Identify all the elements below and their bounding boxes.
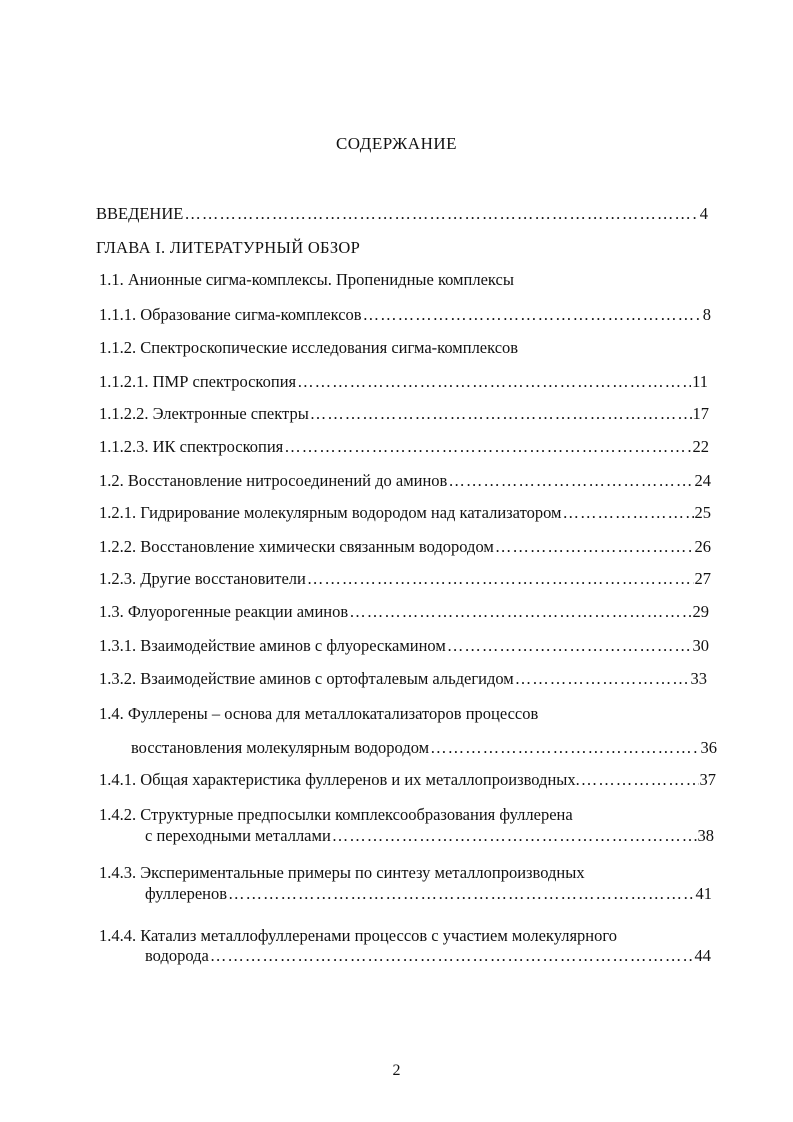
toc-entry-continuation: восстановления молекулярным водородом …………………………………………………………………………………………………………………………………………………………………………………………… 36 <box>131 738 717 758</box>
toc-entry: 1.2. Восстановление нитросоединений до аминов …………………………………………………………………………………………………………………………………………………………………………………………… 24 <box>99 471 711 491</box>
toc-entry: 1.1.2.3. ИК спектроскопия …………………………………………………………………………………………………………………………………………………………………………………………… 22 <box>99 437 709 457</box>
dot-leader <box>228 884 694 904</box>
page-title: СОДЕРЖАНИЕ <box>335 134 458 153</box>
dot-leader <box>515 669 690 689</box>
toc-entry: 1.3.1. Взаимодействие аминов с флуорескамином …………………………………………………………………………………………………………………………………………………………………………………………… 30 <box>99 636 709 656</box>
toc-entry-introduction: ВВЕДЕНИЕ …………………………………………………………………………………………………………………………………………………………………………………………… 4 <box>96 204 708 224</box>
toc-entry-continuation: фуллеренов …………………………………………………………………………………………………………………………………………………………………………………………… 41 <box>145 884 712 904</box>
dot-leader <box>310 404 692 424</box>
toc-entry: 1.1.2.1. ПМР спектроскопия …………………………………………………………………………………………………………………………………………………………………………………………… 11 <box>99 372 708 392</box>
toc-entry: 1.1.2.2. Электронные спектры …………………………………………………………………………………………………………………………………………………………………………………………… 17 <box>99 404 709 424</box>
dot-leader <box>363 305 702 325</box>
toc-entry: 1.1.1. Образование сигма-комплексов …………………………………………………………………………………………………………………………………………………………………………………………… 8 <box>99 305 711 325</box>
dot-leader <box>184 204 698 224</box>
toc-section-heading: 1.4.3. Экспериментальные примеры по синтезу металлопроизводных <box>99 863 585 882</box>
toc-entry: 1.2.3. Другие восстановители …………………………………………………………………………………………………………………………………………………………………………………………… 27 <box>99 569 711 589</box>
dot-leader <box>210 946 694 966</box>
toc-entry: 1.4.1. Общая характеристика фуллеренов и их металлопроизводных. …………………………………………………………………………………………………………………………………………………………………………………………… 37 <box>99 770 716 790</box>
toc-section-heading: 1.4.2. Структурные предпосылки комплексообразования фуллерена <box>99 805 573 824</box>
toc-entry: 1.2.1. Гидрирование молекулярным водородом над катализатором …………………………………………………………………………………………………………………………………………………………………………………………… 25 <box>99 503 711 523</box>
toc-entry: 1.3. Флуорогенные реакции аминов …………………………………………………………………………………………………………………………………………………………………………………………… 29 <box>99 602 709 622</box>
dot-leader <box>562 503 693 523</box>
toc-entry-continuation: водорода …………………………………………………………………………………………………………………………………………………………………………………………… 44 <box>145 946 711 966</box>
toc-chapter-heading: ГЛАВА I. ЛИТЕРАТУРНЫЙ ОБЗОР <box>96 238 361 257</box>
toc-entry: 1.3.2. Взаимодействие аминов с ортофталевым альдегидом …………………………………………………………………………………………………………………………………………………………………………………………… 33 <box>99 669 707 689</box>
dot-leader <box>284 437 691 457</box>
dot-leader <box>495 537 694 557</box>
toc-entry-continuation: с переходными металлами …………………………………………………………………………………………………………………………………………………………………………………………… 38 <box>145 826 714 846</box>
toc-section-heading: 1.4.4. Катализ металлофуллеренами процессов с участием молекулярного <box>99 926 617 945</box>
dot-leader <box>448 471 693 491</box>
dot-leader <box>297 372 691 392</box>
toc-section-heading: 1.1. Анионные сигма-комплексы. Пропенидные комплексы <box>99 270 514 289</box>
toc-section-heading: 1.1.2. Спектроскопические исследования сигма-комплексов <box>99 338 519 357</box>
page-number: 2 <box>392 1062 401 1079</box>
dot-leader <box>332 826 697 846</box>
dot-leader <box>307 569 694 589</box>
dot-leader <box>447 636 692 656</box>
dot-leader <box>430 738 699 758</box>
dot-leader <box>349 602 691 622</box>
toc-section-heading: 1.4. Фуллерены – основа для металлокатализаторов процессов <box>99 704 539 723</box>
dot-leader <box>581 770 699 790</box>
toc-entry: 1.2.2. Восстановление химически связанным водородом …………………………………………………………………………………………………………………………………………………………………………………………… 26 <box>99 537 711 557</box>
